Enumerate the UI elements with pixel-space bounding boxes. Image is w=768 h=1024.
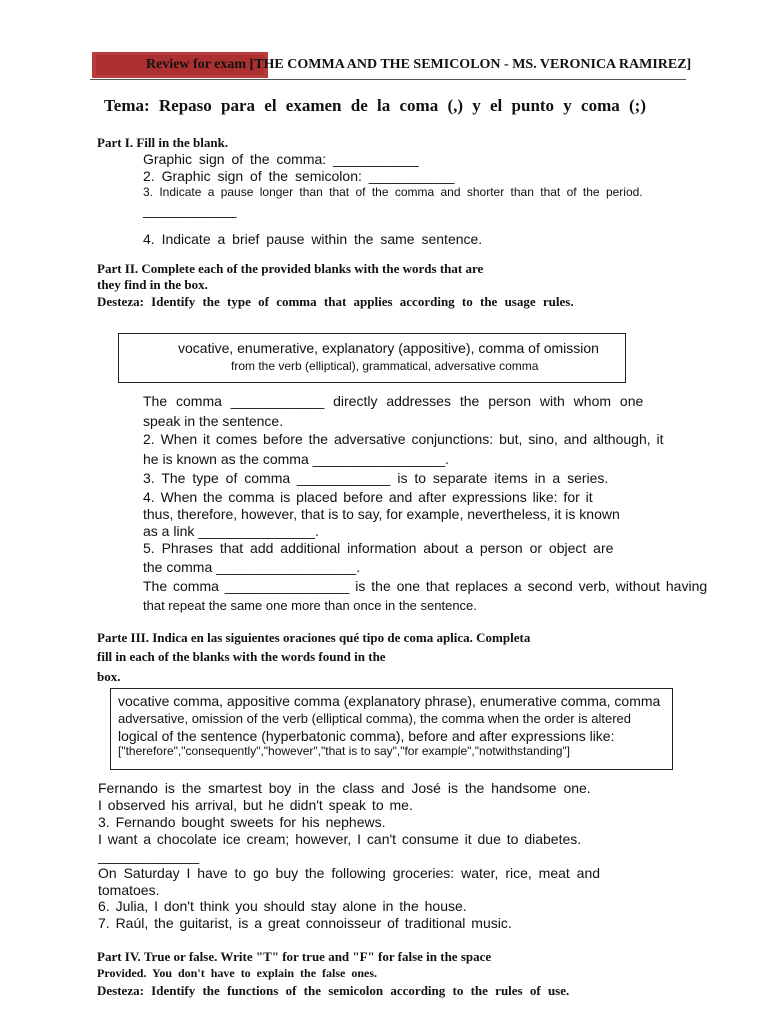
part3-box-line4: ["therefore","consequently","however","that is to say","for example","notwithstanding"] <box>118 744 571 758</box>
part1-item-3: 3. Indicate a pause longer than that of the comma and shorter than that of the period. <box>143 185 643 199</box>
part2-line-1: The comma ____________ directly addresses the person with whom one <box>143 393 644 409</box>
page-title: Tema: Repaso para el examen de la coma (,) y el punto y coma (;) <box>104 96 646 115</box>
part3-title-line1: Parte III. Indica en las siguientes oraciones qué tipo de coma aplica. Completa <box>97 630 531 645</box>
part1-item-3-blank: ____________ <box>143 202 237 218</box>
part3-line-7: tomatoes. <box>98 882 160 898</box>
part3-line-4: I want a chocolate ice cream; however, I can't consume it due to diabetes. <box>98 831 582 847</box>
part3-title-line3: box. <box>97 669 121 684</box>
part2-line-5: 3. The type of comma ____________ is to separate items in a series. <box>143 470 609 486</box>
part1-title: Part I. Fill in the blank. <box>97 135 229 150</box>
part1-item-1: Graphic sign of the comma: ___________ <box>143 151 419 167</box>
part2-line-8: as a link _______________. <box>143 523 319 539</box>
part1-item-2: 2. Graphic sign of the semicolon: ___________ <box>143 168 455 184</box>
part3-box-line2: adversative, omission of the verb (elliptical comma), the comma when the order is altered <box>118 711 631 726</box>
part2-line-3: 2. When it comes before the adversative conjunctions: but, sino, and although, it <box>143 431 664 447</box>
part2-title-line2: they find in the box. <box>97 277 208 292</box>
part2-skill: Desteza: Identify the type of comma that applies according to the usage rules. <box>97 294 574 309</box>
part2-line-11: The comma ________________ is the one that replaces a second verb, without having <box>143 578 708 594</box>
part2-box-line2: from the verb (elliptical), grammatical, adversative comma <box>231 359 539 373</box>
part2-line-10: the comma __________________. <box>143 559 361 575</box>
part3-title-line2: fill in each of the blanks with the words found in the <box>97 649 386 664</box>
part2-line-7: thus, therefore, however, that is to say, for example, nevertheless, it is known <box>143 506 620 522</box>
part4-title: Part IV. True or false. Write "T" for true and "F" for false in the space <box>97 949 492 964</box>
part2-box-line1: vocative, enumerative, explanatory (appositive), comma of omission <box>178 340 599 356</box>
part2-line-9: 5. Phrases that add additional information about a person or object are <box>143 540 614 556</box>
part3-line-3: 3. Fernando bought sweets for his nephews. <box>98 814 386 830</box>
part3-line-2: I observed his arrival, but he didn't speak to me. <box>98 797 413 813</box>
part3-box-line3: logical of the sentence (hyperbatonic comma), before and after expressions like: <box>118 728 615 744</box>
part3-line-8: 6. Julia, I don't think you should stay alone in the house. <box>98 898 467 914</box>
header-divider <box>90 79 686 80</box>
part3-line-1: Fernando is the smartest boy in the class and José is the handsome one. <box>98 780 591 796</box>
part3-box-line1: vocative comma, appositive comma (explanatory phrase), enumerative comma, comma <box>118 693 661 709</box>
part4-subtitle: Provided. You don't have to explain the false ones. <box>97 966 378 980</box>
part2-line-12: that repeat the same one more than once in the sentence. <box>143 598 477 613</box>
part3-line-9: 7. Raúl, the guitarist, is a great connoisseur of traditional music. <box>98 915 512 931</box>
part2-line-4: he is known as the comma _________________. <box>143 451 449 467</box>
header-title: Review for exam [THE COMMA AND THE SEMICOLON - MS. VERONICA RAMIREZ] <box>146 57 692 72</box>
part3-line-5-blank: _____________ <box>98 848 200 864</box>
part1-item-4: 4. Indicate a brief pause within the same sentence. <box>143 231 483 247</box>
part2-line-2: speak in the sentence. <box>143 413 284 429</box>
part3-line-6: On Saturday I have to go buy the following groceries: water, rice, meat and <box>98 865 601 881</box>
part4-skill: Desteza: Identify the functions of the semicolon according to the rules of use. <box>97 983 570 998</box>
part2-line-6: 4. When the comma is placed before and after expressions like: for it <box>143 489 593 505</box>
part2-title-line1: Part II. Complete each of the provided blanks with the words that are <box>97 261 484 276</box>
